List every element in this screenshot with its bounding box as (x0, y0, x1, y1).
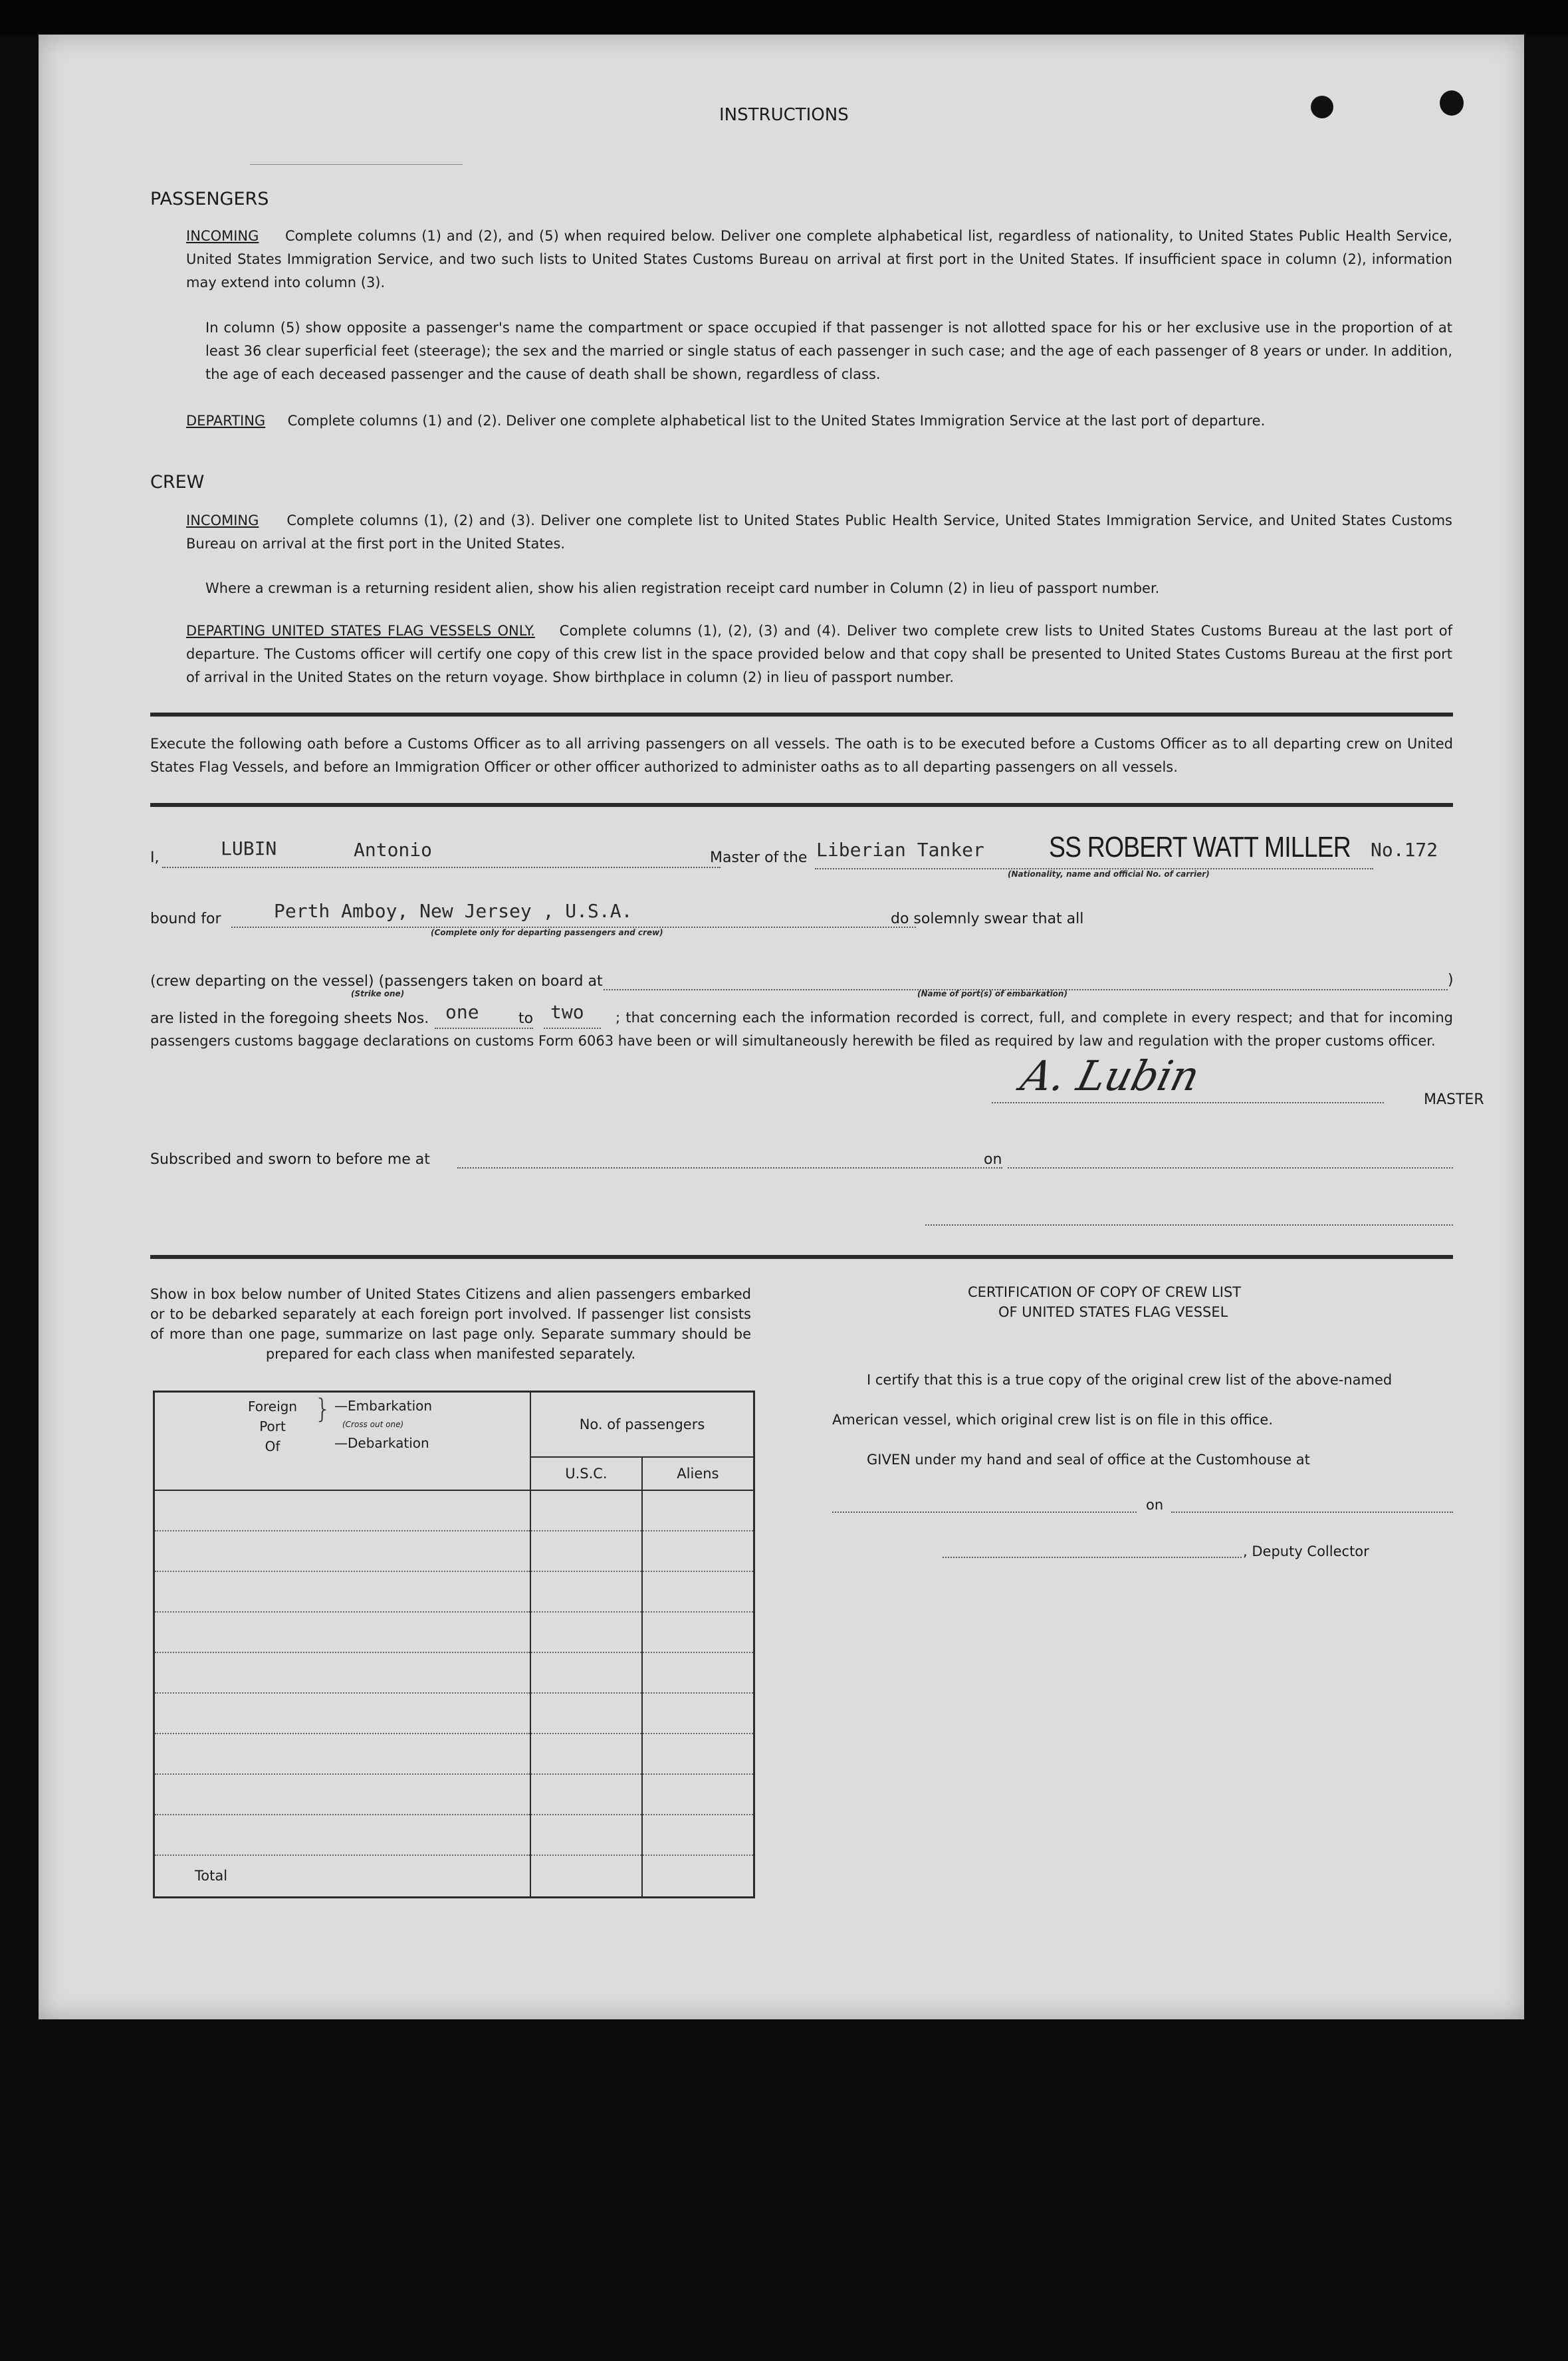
incoming-text: Complete columns (1) and (2), and (5) when required below. Deliver one complete alphabetical list, regardless of nationality, to United States Public Health Service, United States Immigration Service, and two such lists to United States Customs Bureau on arrival at first port in the United States. If insufficient space in column (2), information may extend into column (3). (186, 228, 1452, 290)
strike-one-caption: (Strike one) (351, 989, 405, 998)
listed-text: ; that concerning each the information recorded is correct, full, and complete in every respect; and that for incoming passengers customs baggage declarations on customs Form 6063 have been or will simultaneously herewith be filed as required by law and regulation with the proper customs officer. (150, 1010, 1453, 1049)
summary-instructions: Show in box below number of United States Citizens and alien passengers embarked or to be debarked separately at each foreign port involved. If passenger list consists of more than one page, summarize on last page only. Separate summary should be prepared for each class when manifested separately. (150, 1286, 751, 1362)
total-label: Total (154, 1855, 531, 1898)
punch-hole (1311, 96, 1333, 118)
signature-line (992, 1102, 1384, 1103)
table-row (154, 1774, 754, 1815)
nationality-caption: (Nationality, name and official No. of carrier) (1008, 869, 1210, 879)
passengers-departing (186, 409, 1452, 433)
embarkation-label: —Embarkation (334, 1398, 433, 1414)
close-paren: ) (1448, 972, 1454, 988)
certification-date-line (1171, 1512, 1453, 1513)
deputy-collector-line (943, 1557, 1242, 1558)
officer-signature-line (925, 1224, 1453, 1226)
crewman-instruction: Where a crewman is a returning resident alien, show his alien registration receipt card number in Column (2) in lieu of passport number. (205, 580, 1160, 596)
passengers-incoming (186, 225, 1452, 294)
crew-departing-flag (186, 619, 1452, 689)
subscribed-on-label: on (984, 1151, 1002, 1168)
crew-incoming-text: Complete columns (1), (2) and (3). Deliver one complete list to United States Public Health Service, United States Immigration Service, and United States Customs Bureau on arrival at the first port in the United States. (186, 512, 1452, 552)
usc-header: U.S.C. (530, 1457, 642, 1490)
master-signature: A. Lubin (1016, 1052, 1204, 1100)
summary-header-row (154, 1392, 754, 1457)
departing-flag-label: DEPARTING UNITED STATES FLAG VESSELS ONLY. (186, 623, 535, 639)
certification-line3: GIVEN under my hand and seal of office at the Customhouse at (867, 1452, 1310, 1468)
bound-caption: (Complete only for departing passengers and crew) (431, 928, 663, 937)
section-divider (150, 803, 1453, 807)
cross-out-label: (Cross out one) (342, 1420, 404, 1429)
instructions-title: INSTRUCTIONS (719, 105, 849, 125)
punch-hole (1440, 90, 1464, 116)
certification-title-line2: OF UNITED STATES FLAG VESSEL (998, 1304, 1228, 1320)
certification-line1: I certify that this is a true copy of the original crew list of the above-named (867, 1372, 1393, 1388)
table-row (154, 1693, 754, 1734)
crew-heading: CREW (150, 472, 205, 493)
master-label: MASTER (1424, 1091, 1484, 1108)
table-row (154, 1652, 754, 1693)
crew-incoming (186, 509, 1452, 556)
departing-label: DEPARTING (186, 413, 266, 429)
i-label: I, (150, 849, 160, 866)
passenger-summary-table (153, 1391, 755, 1898)
foreign-label: Foreign (248, 1399, 298, 1414)
total-row (154, 1855, 754, 1898)
master-surname: LUBIN (221, 838, 277, 859)
to-label: to (518, 1010, 534, 1027)
subscribed-place-line (457, 1167, 1002, 1169)
vessel-number: No.172 (1371, 839, 1438, 861)
crew-departing-text: (crew departing on the vessel) (passengers taken on board at (150, 973, 603, 990)
departing-text: Complete columns (1) and (2). Deliver one complete alphabetical list to the United States Immigration Service at the last port of departure. (287, 413, 1266, 429)
table-row (154, 1815, 754, 1855)
scan-border (0, 0, 1568, 35)
subscribed-label: Subscribed and sworn to before me at (150, 1151, 430, 1168)
departing-flag-text: Complete columns (1), (2), (3) and (4). Deliver two complete crew lists to United States Customs Bureau at the last port of departure. The Customs officer will certify one copy of this crew list in the space provided below and that copy shall be presented to United States Customs Bureau at the first port of arrival in the United States on the return voyage. Show birthplace in column (2) in lieu of passport number. (186, 623, 1452, 685)
bound-for-destination: Perth Amboy, New Jersey , U.S.A. (274, 900, 633, 922)
certification-title-line1: CERTIFICATION OF COPY OF CREW LIST (968, 1284, 1242, 1300)
foreign-port-header: Foreign Port Of } —Embarkation (Cross out one) —Debarkation (154, 1392, 531, 1490)
column5-instruction: In column (5) show opposite a passenger's name the compartment or space occupied if that passenger is not allotted space for his or her exclusive use in the proportion of at least 36 clear superficial feet (steerage); the sex and the married or single status of each passenger in such case; and the age of each passenger of 8 years or under. In addition, the age of each deceased passenger and the cause of death shall be shown, regardless of class. (205, 320, 1452, 382)
section-divider (150, 1255, 1453, 1259)
aliens-header: Aliens (642, 1457, 754, 1490)
table-row (154, 1490, 754, 1531)
bound-for-label: bound for (150, 911, 221, 927)
table-row (154, 1612, 754, 1652)
debarkation-label: —Debarkation (334, 1435, 429, 1451)
vessel-name: SS ROBERT WATT MILLER (1049, 831, 1351, 863)
port-label: Port (259, 1418, 286, 1434)
ports-caption: (Name of port(s) of embarkation) (917, 989, 1067, 998)
of-label: Of (265, 1438, 280, 1454)
table-row (154, 1531, 754, 1571)
crew-incoming-label: INCOMING (186, 512, 259, 528)
certification-on-label: on (1146, 1497, 1164, 1513)
customhouse-line (832, 1512, 1137, 1513)
faint-rule (250, 164, 463, 165)
no-passengers-header: No. of passengers (530, 1392, 754, 1457)
listed-prefix: are listed in the foregoing sheets Nos. (150, 1010, 429, 1027)
oath-intro: Execute the following oath before a Customs Officer as to all arriving passengers on all vessels. The oath is to be executed before a Customs Officer as to all departing crew on United States Flag Vessels, and before an Immigration Officer or other officer authorized to administer oaths as to all departing passengers on all vessels. (150, 736, 1453, 775)
master-name-line (162, 867, 721, 868)
section-divider (150, 713, 1453, 717)
carrier-nationality: Liberian Tanker (816, 839, 984, 861)
incoming-label: INCOMING (186, 228, 259, 244)
master-given-name: Antonio (354, 839, 433, 861)
passengers-heading: PASSENGERS (150, 189, 269, 209)
certification-line2: American vessel, which original crew list is on file in this office. (832, 1412, 1274, 1428)
sheet-from: one (445, 1001, 479, 1023)
deputy-collector-label: , Deputy Collector (1243, 1543, 1369, 1559)
table-row (154, 1571, 754, 1612)
subscribed-date-line (1008, 1167, 1453, 1169)
table-row (154, 1734, 754, 1774)
swear-text: do solemnly swear that all (891, 911, 1084, 927)
sheet-to: two (550, 1001, 584, 1023)
master-of-the-label: Master of the (710, 849, 808, 866)
document-page (39, 35, 1524, 2019)
